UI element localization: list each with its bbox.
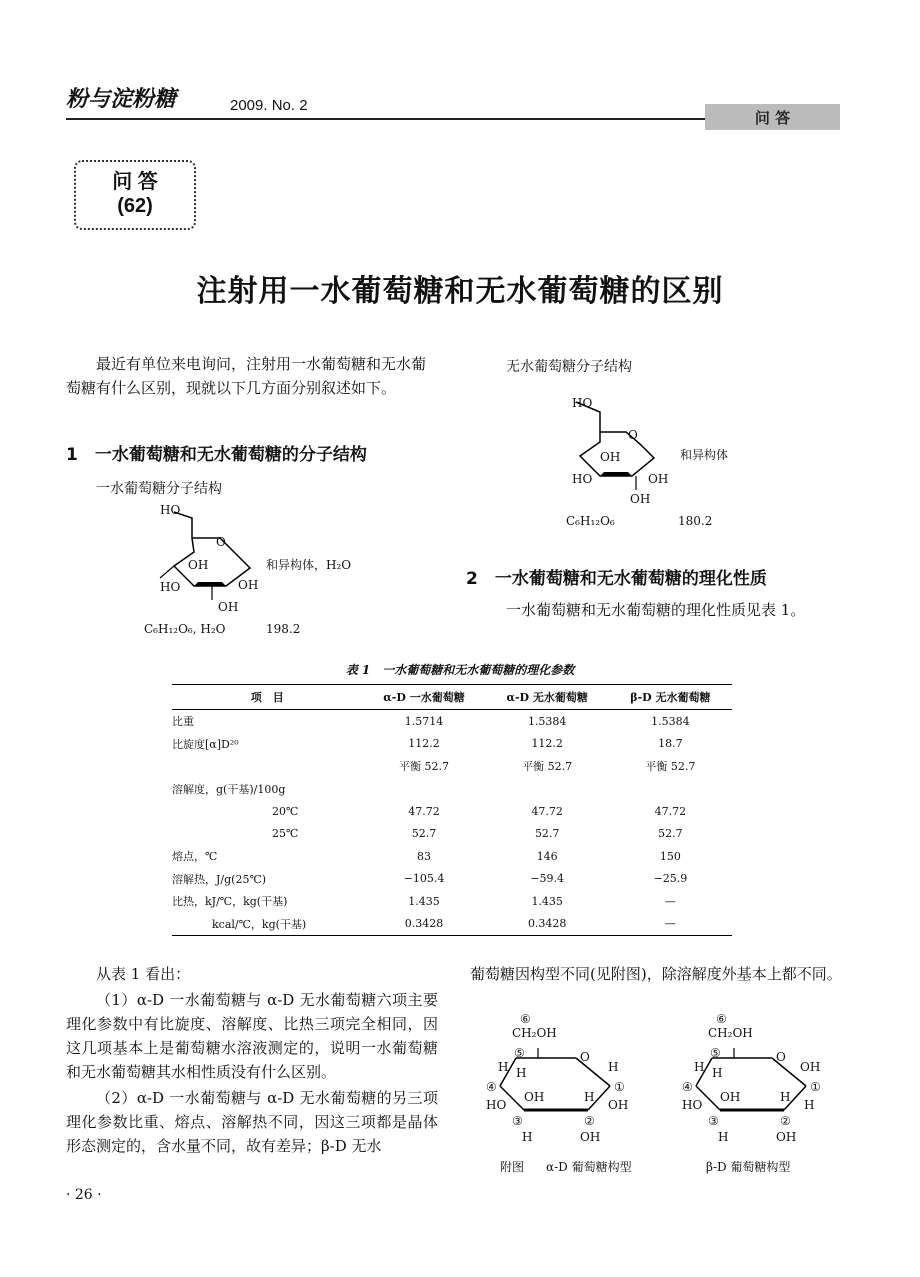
table-cell: 溶解热，J/g(25℃) (172, 872, 267, 886)
table-cell: −59.4 (530, 872, 565, 886)
atom-oh: OH (524, 1090, 545, 1104)
table-cell: 47.72 (531, 804, 563, 818)
atom-h: H (694, 1060, 705, 1074)
table-cell: 1.5384 (651, 714, 690, 728)
atom-o: O (216, 535, 226, 549)
table-cell: — (609, 913, 732, 936)
table-cell: 比重 (172, 715, 194, 729)
table-cell (609, 778, 732, 801)
table-cell: 25℃ (272, 827, 299, 841)
table-cell: 平衡 52.7 (522, 760, 573, 774)
atom-h: H (712, 1066, 723, 1080)
table-cell: 平衡 52.7 (645, 760, 696, 774)
anhy-isomer-note: 和异构体 (680, 448, 729, 462)
qa-label: 问 答 (112, 171, 158, 193)
table-cell: 1.5714 (404, 714, 444, 728)
atom-ho: HO (486, 1098, 507, 1112)
anhydrous-structure (560, 392, 760, 512)
table-cell: 52.7 (658, 827, 683, 841)
table-header: β-D 无水葡萄糖 (609, 685, 732, 710)
section-tag: 问 答 (705, 104, 840, 130)
circled-three: ③ (512, 1114, 523, 1128)
table-cell: 52.7 (411, 827, 437, 841)
atom-ho: HO (572, 396, 593, 410)
table-row (172, 868, 732, 891)
article-title: 注射用一水葡萄糖和无水葡萄糖的区别 (196, 274, 724, 309)
table-cell: −105.4 (403, 872, 445, 886)
table-cell: 20℃ (272, 804, 299, 818)
table-cell: 146 (536, 849, 558, 863)
conclusion-point-2: （2）α-D 一水葡萄糖与 α-D 无水葡萄糖的另三项理化参数比重、熔点、溶解热不同，因这三项都是晶体形态测定的，含水量不同，故有差异；β-D 无水 (66, 1089, 438, 1155)
table-header: α-D 一水葡萄糖 (362, 685, 485, 710)
atom-o: O (776, 1050, 786, 1064)
ch2oh-label: CH₂OH (512, 1026, 557, 1040)
table-header: 项 目 (172, 685, 362, 710)
table-cell: 0.3428 (362, 913, 485, 936)
atom-ho: HO (160, 580, 181, 594)
atom-oh: OH (600, 450, 621, 464)
table-row (172, 913, 732, 936)
circled-one: ① (810, 1080, 821, 1094)
conclusion-point-2-cont: 葡萄糖因构型不同(见附图)，除溶解度外基本上都不同。 (470, 965, 842, 983)
table-cell: 熔点，℃ (172, 850, 218, 864)
table-row (172, 845, 732, 868)
beta-caption: β-D 葡萄糖构型 (706, 1160, 791, 1174)
table-cell: −25.9 (653, 872, 688, 886)
table-cell: 比热，kJ/℃，kg(干基) (172, 895, 288, 909)
atom-h: H (804, 1098, 815, 1112)
section2-text: 一水葡萄糖和无水葡萄糖的理化性质见表 1。 (506, 601, 806, 619)
figure-label: 附图 (500, 1160, 525, 1174)
table-cell: 1.435 (408, 894, 440, 908)
circled-five: ⑤ (710, 1046, 721, 1060)
conclusion-lead: 从表 1 看出： (96, 965, 191, 983)
table-cell: 112.2 (531, 737, 563, 751)
atom-h: H (608, 1060, 619, 1074)
section1-heading: 1 一水葡萄糖和无水葡萄糖的分子结构 (66, 445, 367, 465)
table-cell: 47.72 (408, 804, 440, 818)
circled-six: ⑥ (716, 1012, 727, 1026)
table-cell: 比旋度[α]D²⁰ (172, 737, 239, 751)
mono-isomer-note: 和异构体，H₂O (266, 558, 352, 572)
qa-number: (62) (117, 195, 153, 217)
alpha-caption: α-D 葡萄糖构型 (546, 1160, 632, 1174)
atom-h: H (780, 1090, 791, 1104)
table-cell: 47.72 (654, 804, 687, 818)
circled-four: ④ (682, 1080, 693, 1094)
atom-oh: OH (608, 1098, 629, 1112)
atom-h: H (522, 1130, 533, 1144)
atom-oh: OH (238, 578, 259, 592)
alpha-glucose-figure (480, 1010, 650, 1145)
table-header: α-D 无水葡萄糖 (486, 685, 609, 710)
circled-two: ② (584, 1114, 595, 1128)
circled-three: ③ (708, 1114, 719, 1128)
table-row (172, 823, 732, 846)
atom-ho: HO (682, 1098, 703, 1112)
circled-one: ① (614, 1080, 625, 1094)
table-cell: 83 (417, 849, 431, 863)
table-row (172, 710, 732, 733)
table-row (172, 778, 732, 801)
table-cell: 52.7 (534, 827, 560, 841)
atom-oh: OH (776, 1130, 797, 1144)
atom-h: H (584, 1090, 595, 1104)
atom-oh: OH (720, 1090, 741, 1104)
atom-ho: HO (572, 472, 593, 486)
beta-glucose-figure (676, 1010, 846, 1145)
table-cell: 0.3428 (486, 913, 609, 936)
atom-oh: OH (800, 1060, 821, 1074)
atom-oh: OH (218, 600, 239, 614)
intro-paragraph: 最近有单位来电询问，注射用一水葡萄糖和无水葡萄糖有什么区别，现就以下几方面分别叙述如下。 (66, 355, 427, 397)
table-cell: 溶解度，g(干基)/100g (172, 782, 286, 796)
mono-molecular-weight: 198.2 (266, 622, 301, 636)
table-caption: 表 1 一水葡萄糖和无水葡萄糖的理化参数 (345, 663, 575, 677)
atom-o: O (628, 428, 638, 442)
atom-h: H (718, 1130, 729, 1144)
atom-oh: OH (630, 492, 651, 506)
header-rule (66, 118, 706, 120)
circled-six: ⑥ (520, 1012, 531, 1026)
atom-oh: OH (580, 1130, 601, 1144)
anhy-structure-caption: 无水葡萄糖分子结构 (506, 359, 632, 375)
journal-name: 粉与淀粉糖 (66, 86, 177, 112)
atom-o: O (580, 1050, 590, 1064)
table-cell: 1.5384 (527, 714, 567, 728)
qa-box (74, 160, 196, 230)
table-cell: 112.2 (408, 737, 440, 751)
circled-four: ④ (486, 1080, 497, 1094)
table-cell (486, 778, 609, 801)
properties-table (172, 684, 732, 936)
table-row (172, 733, 732, 756)
conclusion-point-1: （1）α-D 一水葡萄糖与 α-D 无水葡萄糖六项主要理化参数中有比旋度、溶解度、比热三项完全相同，因这几项基本上是葡萄糖水溶液测定的，说明一水葡萄糖和无水葡萄糖其水相性质没有什么区别。 (66, 991, 438, 1081)
anhy-formula: C₆H₁₂O₆ (566, 514, 615, 528)
table-row (172, 890, 732, 913)
anhy-molecular-weight: 180.2 (678, 514, 713, 528)
table-row (172, 755, 732, 778)
circled-two: ② (780, 1114, 791, 1128)
table-header-row (172, 685, 732, 710)
table-cell: — (664, 894, 676, 908)
table-cell (172, 755, 362, 778)
atom-h: H (516, 1066, 527, 1080)
issue-number: 2009. No. 2 (230, 97, 308, 114)
table-cell: 18.7 (658, 737, 683, 751)
atom-h: H (498, 1060, 509, 1074)
section2-heading: 2 一水葡萄糖和无水葡萄糖的理化性质 (466, 569, 767, 589)
table-row (172, 800, 732, 823)
table-cell: 平衡 52.7 (399, 760, 449, 774)
table-cell (362, 778, 485, 801)
table-cell: 150 (659, 849, 681, 863)
table-cell: kcal/℃，kg(干基) (172, 913, 362, 936)
atom-ho: HO (160, 503, 181, 517)
table-cell: 1.435 (531, 894, 563, 908)
mono-structure-caption: 一水葡萄糖分子结构 (96, 481, 222, 497)
page-number: · 26 · (66, 1187, 102, 1203)
mono-formula: C₆H₁₂O₆, H₂O (144, 622, 226, 636)
atom-oh: OH (188, 558, 209, 572)
ch2oh-label: CH₂OH (708, 1026, 753, 1040)
atom-oh: OH (648, 472, 669, 486)
circled-five: ⑤ (514, 1046, 525, 1060)
